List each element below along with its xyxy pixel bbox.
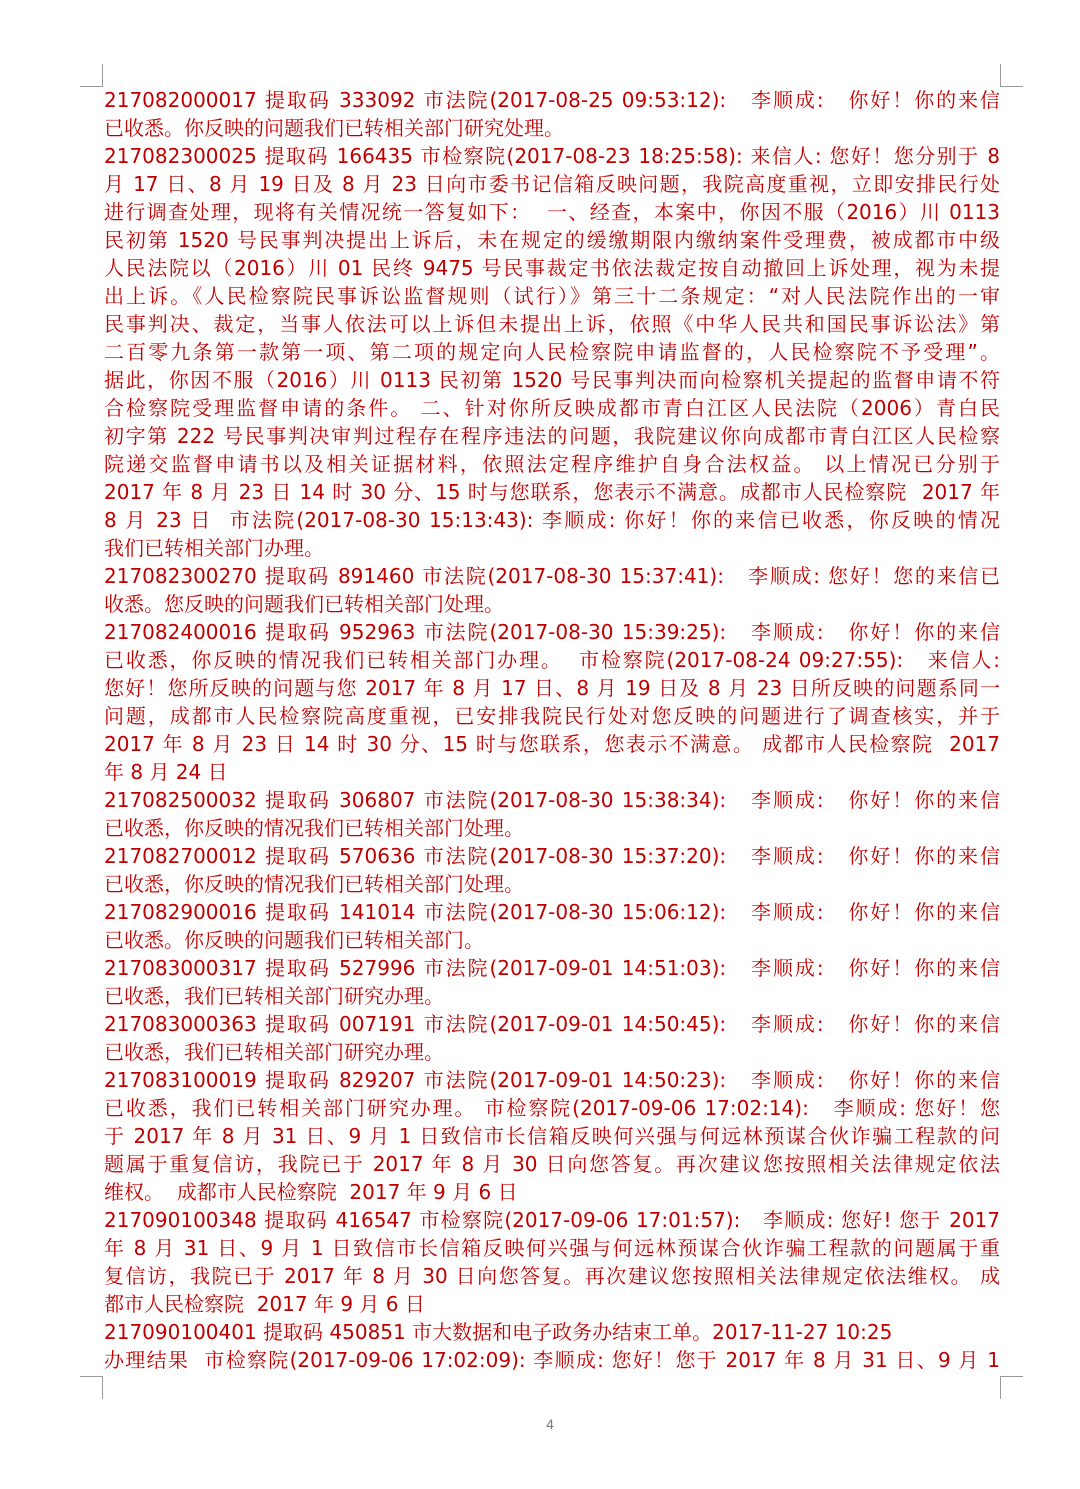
text-line: 217083000363 提取码 007191 市法院(2017-09-01 14:50:45): 李顺成: 你好！你的来信 xyxy=(104,1012,1000,1036)
text-line: 217082300025 提取码 166435 市检察院(2017-08-23 18:25:58): 来信人: 您好！您分别于 8 xyxy=(104,144,1000,168)
text-line: 217082900016 提取码 141014 市法院(2017-08-30 15:06:12): 李顺成: 你好！你的来信 xyxy=(104,900,1000,924)
text-line: 收悉。您反映的问题我们已转相关部门处理。 xyxy=(104,592,504,616)
text-line: 217082400016 提取码 952963 市法院(2017-08-30 15:39:25): 李顺成: 你好！你的来信 xyxy=(104,620,1000,644)
text-line: 二百零九条第一款第一项、第二项的规定向人民检察院申请监督的，人民检察院不予受理”。 xyxy=(104,340,1000,364)
text-line: 217090100401 提取码 450851 市大数据和电子政务办结束工单。2017-11-27 10:25 xyxy=(104,1320,893,1344)
text-line: 民事判决、裁定，当事人依法可以上诉但未提出上诉，依照《中华人民共和国民事诉讼法》第 xyxy=(104,312,1000,336)
text-line: 于 2017 年 8 月 31 日、9 月 1 日致信市长信箱反映何兴强与何远林预谋合伙诈骗工程款的问 xyxy=(104,1124,1000,1148)
text-line: 民初第 1520 号民事判决提出上诉后，未在规定的缓缴期限内缴纳案件受理费，被成都市中级 xyxy=(104,228,1000,252)
text-line: 复信访，我院已于 2017 年 8 月 30 日向您答复。再次建议您按照相关法律规定依法维权。 成 xyxy=(104,1264,1000,1288)
text-line: 已收悉，我们已转相关部门研究办理。 xyxy=(104,984,444,1008)
text-line: 已收悉，我们已转相关部门研究办理。 市检察院(2017-09-06 17:02:14): 李顺成: 您好！您 xyxy=(104,1096,1000,1120)
text-line: 初字第 222 号民事判决审判过程存在程序违法的问题，我院建议你向成都市青白江区人民检察 xyxy=(104,424,1000,448)
text-line: 院递交监督申请书以及相关证据材料，依照法定程序维护自身合法权益。 以上情况已分别于 xyxy=(104,452,1000,476)
crop-mark-bottom-right xyxy=(1000,1376,1023,1399)
text-line: 2017 年 8 月 23 日 14 时 30 分、15 时与您联系，您表示不满意。 成都市人民检察院 2017 xyxy=(104,732,1000,756)
text-line: 217082500032 提取码 306807 市法院(2017-08-30 15:38:34): 李顺成: 你好！你的来信 xyxy=(104,788,1000,812)
text-line: 已收悉，我们已转相关部门研究办理。 xyxy=(104,1040,444,1064)
text-line: 已收悉。你反映的问题我们已转相关部门研究处理。 xyxy=(104,116,564,140)
text-line: 人民法院以（2016）川 01 民终 9475 号民事裁定书依法裁定按自动撤回上诉处理，视为未提 xyxy=(104,256,1000,280)
text-line: 217082000017 提取码 333092 市法院(2017-08-25 09:53:12): 李顺成: 你好！你的来信 xyxy=(104,88,1000,112)
text-line: 217082700012 提取码 570636 市法院(2017-08-30 15:37:20): 李顺成: 你好！你的来信 xyxy=(104,844,1000,868)
text-line: 据此，你因不服（2016）川 0113 民初第 1520 号民事判决而向检察机关提起的监督申请不符 xyxy=(104,368,1000,392)
crop-mark-top-left xyxy=(80,64,103,87)
text-line: 已收悉。你反映的问题我们已转相关部门。 xyxy=(104,928,484,952)
crop-mark-bottom-left xyxy=(80,1376,103,1399)
text-line: 217083000317 提取码 527996 市法院(2017-09-01 14:51:03): 李顺成: 你好！你的来信 xyxy=(104,956,1000,980)
document-body xyxy=(104,86,1000,1374)
text-line: 都市人民检察院 2017 年 9 月 6 日 xyxy=(104,1292,425,1316)
crop-mark-top-right xyxy=(1000,64,1023,87)
text-line: 我们已转相关部门办理。 xyxy=(104,536,324,560)
text-line: 8 月 23 日 市法院(2017-08-30 15:13:43): 李顺成: 你好！你的来信已收悉，你反映的情况 xyxy=(104,508,1000,532)
text-line: 已收悉，你反映的情况我们已转相关部门处理。 xyxy=(104,872,524,896)
text-line: 合检察院受理监督申请的条件。 二、针对你所反映成都市青白江区人民法院（2006）青白民 xyxy=(104,396,1000,420)
text-line: 已收悉，你反映的情况我们已转相关部门处理。 xyxy=(104,816,524,840)
text-line: 217082300270 提取码 891460 市法院(2017-08-30 15:37:41): 李顺成: 您好！您的来信已 xyxy=(104,564,1000,588)
text-line: 问题，成都市人民检察院高度重视，已安排我院民行处对您反映的问题进行了调查核实，并于 xyxy=(104,704,1000,728)
text-line: 已收悉，你反映的情况我们已转相关部门办理。 市检察院(2017-08-24 09:27:55): 来信人: xyxy=(104,648,1000,672)
text-line: 月 17 日、8 月 19 日及 8 月 23 日向市委书记信箱反映问题，我院高度重视，立即安排民行处 xyxy=(104,172,1000,196)
text-line: 进行调查处理，现将有关情况统一答复如下： 一、经查，本案中，你因不服（2016）川 0113 xyxy=(104,200,1000,224)
text-line: 题属于重复信访，我院已于 2017 年 8 月 30 日向您答复。再次建议您按照相关法律规定依法 xyxy=(104,1152,1000,1176)
page-number: 4 xyxy=(546,1416,554,1432)
text-line: 217083100019 提取码 829207 市法院(2017-09-01 14:50:23): 李顺成: 你好！你的来信 xyxy=(104,1068,1000,1092)
text-line: 办理结果 市检察院(2017-09-06 17:02:09): 李顺成: 您好！您于 2017 年 8 月 31 日、9 月 1 xyxy=(104,1348,1000,1372)
text-line: 2017 年 8 月 23 日 14 时 30 分、15 时与您联系，您表示不满意。成都市人民检察院 2017 年 xyxy=(104,480,1000,504)
text-line: 出上诉。《人民检察院民事诉讼监督规则（试行）》第三十二条规定：“对人民法院作出的一审 xyxy=(104,284,1000,308)
text-line: 217090100348 提取码 416547 市检察院(2017-09-06 17:01:57): 李顺成: 您好! 您于 2017 xyxy=(104,1208,1000,1232)
text-line: 您好！您所反映的问题与您 2017 年 8 月 17 日、8 月 19 日及 8 月 23 日所反映的问题系同一 xyxy=(104,676,1000,700)
text-line: 年 8 月 31 日、9 月 1 日致信市长信箱反映何兴强与何远林预谋合伙诈骗工程款的问题属于重 xyxy=(104,1236,1000,1260)
text-line: 维权。 成都市人民检察院 2017 年 9 月 6 日 xyxy=(104,1180,518,1204)
text-line: 年 8 月 24 日 xyxy=(104,760,228,784)
